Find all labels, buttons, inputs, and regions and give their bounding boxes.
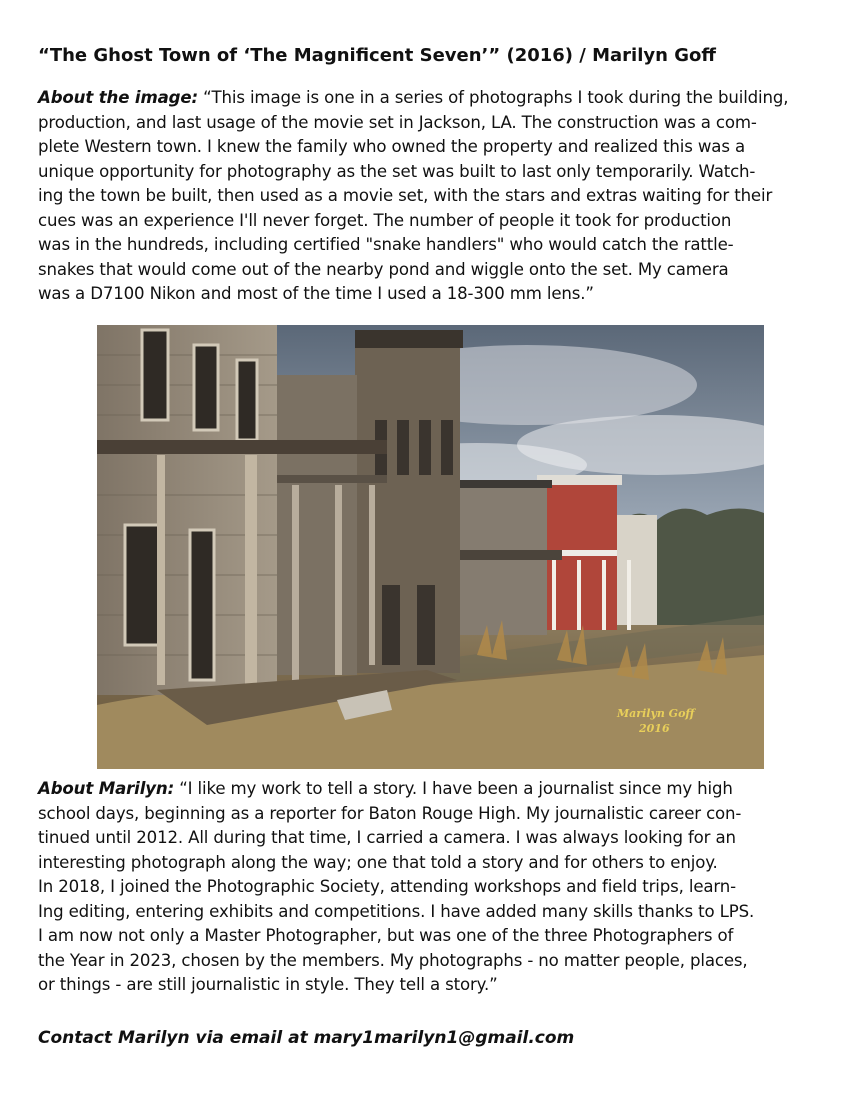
paragraph-line: snakes that would come out of the nearby pond and wiggle onto the set. My camera (38, 259, 729, 279)
paragraph-text: “I like my work to tell a story. I have been a journalist since my high (174, 779, 733, 798)
about-marilyn-paragraph (38, 777, 828, 998)
contact-line: Contact Marilyn via email at mary1marilyn1@gmail.com (38, 1028, 575, 1048)
about-image-paragraph (38, 86, 828, 307)
paragraph-line: production, and last usage of the movie set in Jackson, LA. The construction was a com- (38, 112, 757, 132)
paragraph-line: ing the town be built, then used as a movie set, with the stars and extras waiting for their (38, 186, 773, 205)
paragraph-line: plete Western town. I knew the family who owned the property and realized this was a (38, 137, 745, 156)
paragraph-line: I am now not only a Master Photographer, but was one of the three Photographers of (38, 926, 734, 945)
paragraph-line: unique opportunity for photography as the set was built to last only temporarily. Watch- (38, 161, 756, 181)
paragraph-text: “This image is one in a series of photographs I took during the building, (197, 88, 789, 107)
paragraph-line: or things - are still journalistic in style. They tell a story.” (38, 975, 498, 994)
paragraph-line: the Year in 2023, chosen by the members. My photographs - no matter people, places, (38, 950, 748, 970)
paragraph-line (38, 777, 828, 802)
paragraph-line: In 2018, I joined the Photographic Society, attending workshops and field trips, learn- (38, 877, 736, 896)
paragraph-line: was in the hundreds, including certified "snake handlers" who would catch the rattle- (38, 235, 734, 254)
paragraph-line (38, 86, 828, 111)
paragraph-line: cues was an experience I'll never forget. The number of people it took for production (38, 210, 732, 230)
paragraph-line: was a D7100 Nikon and most of the time I used a 18-300 mm lens.” (38, 284, 594, 303)
watermark-name: Marilyn Goff (617, 707, 695, 720)
paragraph-line: tinued until 2012. All during that time, I carried a camera. I was always looking for an (38, 828, 736, 847)
page-title: “The Ghost Town of ‘The Magnificent Seven’” (2016) / Marilyn Goff (38, 45, 716, 66)
about-marilyn-lead: About Marilyn: (38, 779, 175, 798)
watermark-year: 2016 (639, 722, 670, 735)
paragraph-line: school days, beginning as a reporter for Baton Rouge High. My journalistic career con- (38, 803, 742, 823)
ghost-town-photo (97, 325, 764, 769)
paragraph-line: Ing editing, entering exhibits and competitions. I have added many skills thanks to LPS. (38, 901, 755, 921)
paragraph-line: interesting photograph along the way; one that told a story and for others to enjoy. (38, 852, 718, 872)
about-image-lead: About the image: (38, 88, 198, 107)
